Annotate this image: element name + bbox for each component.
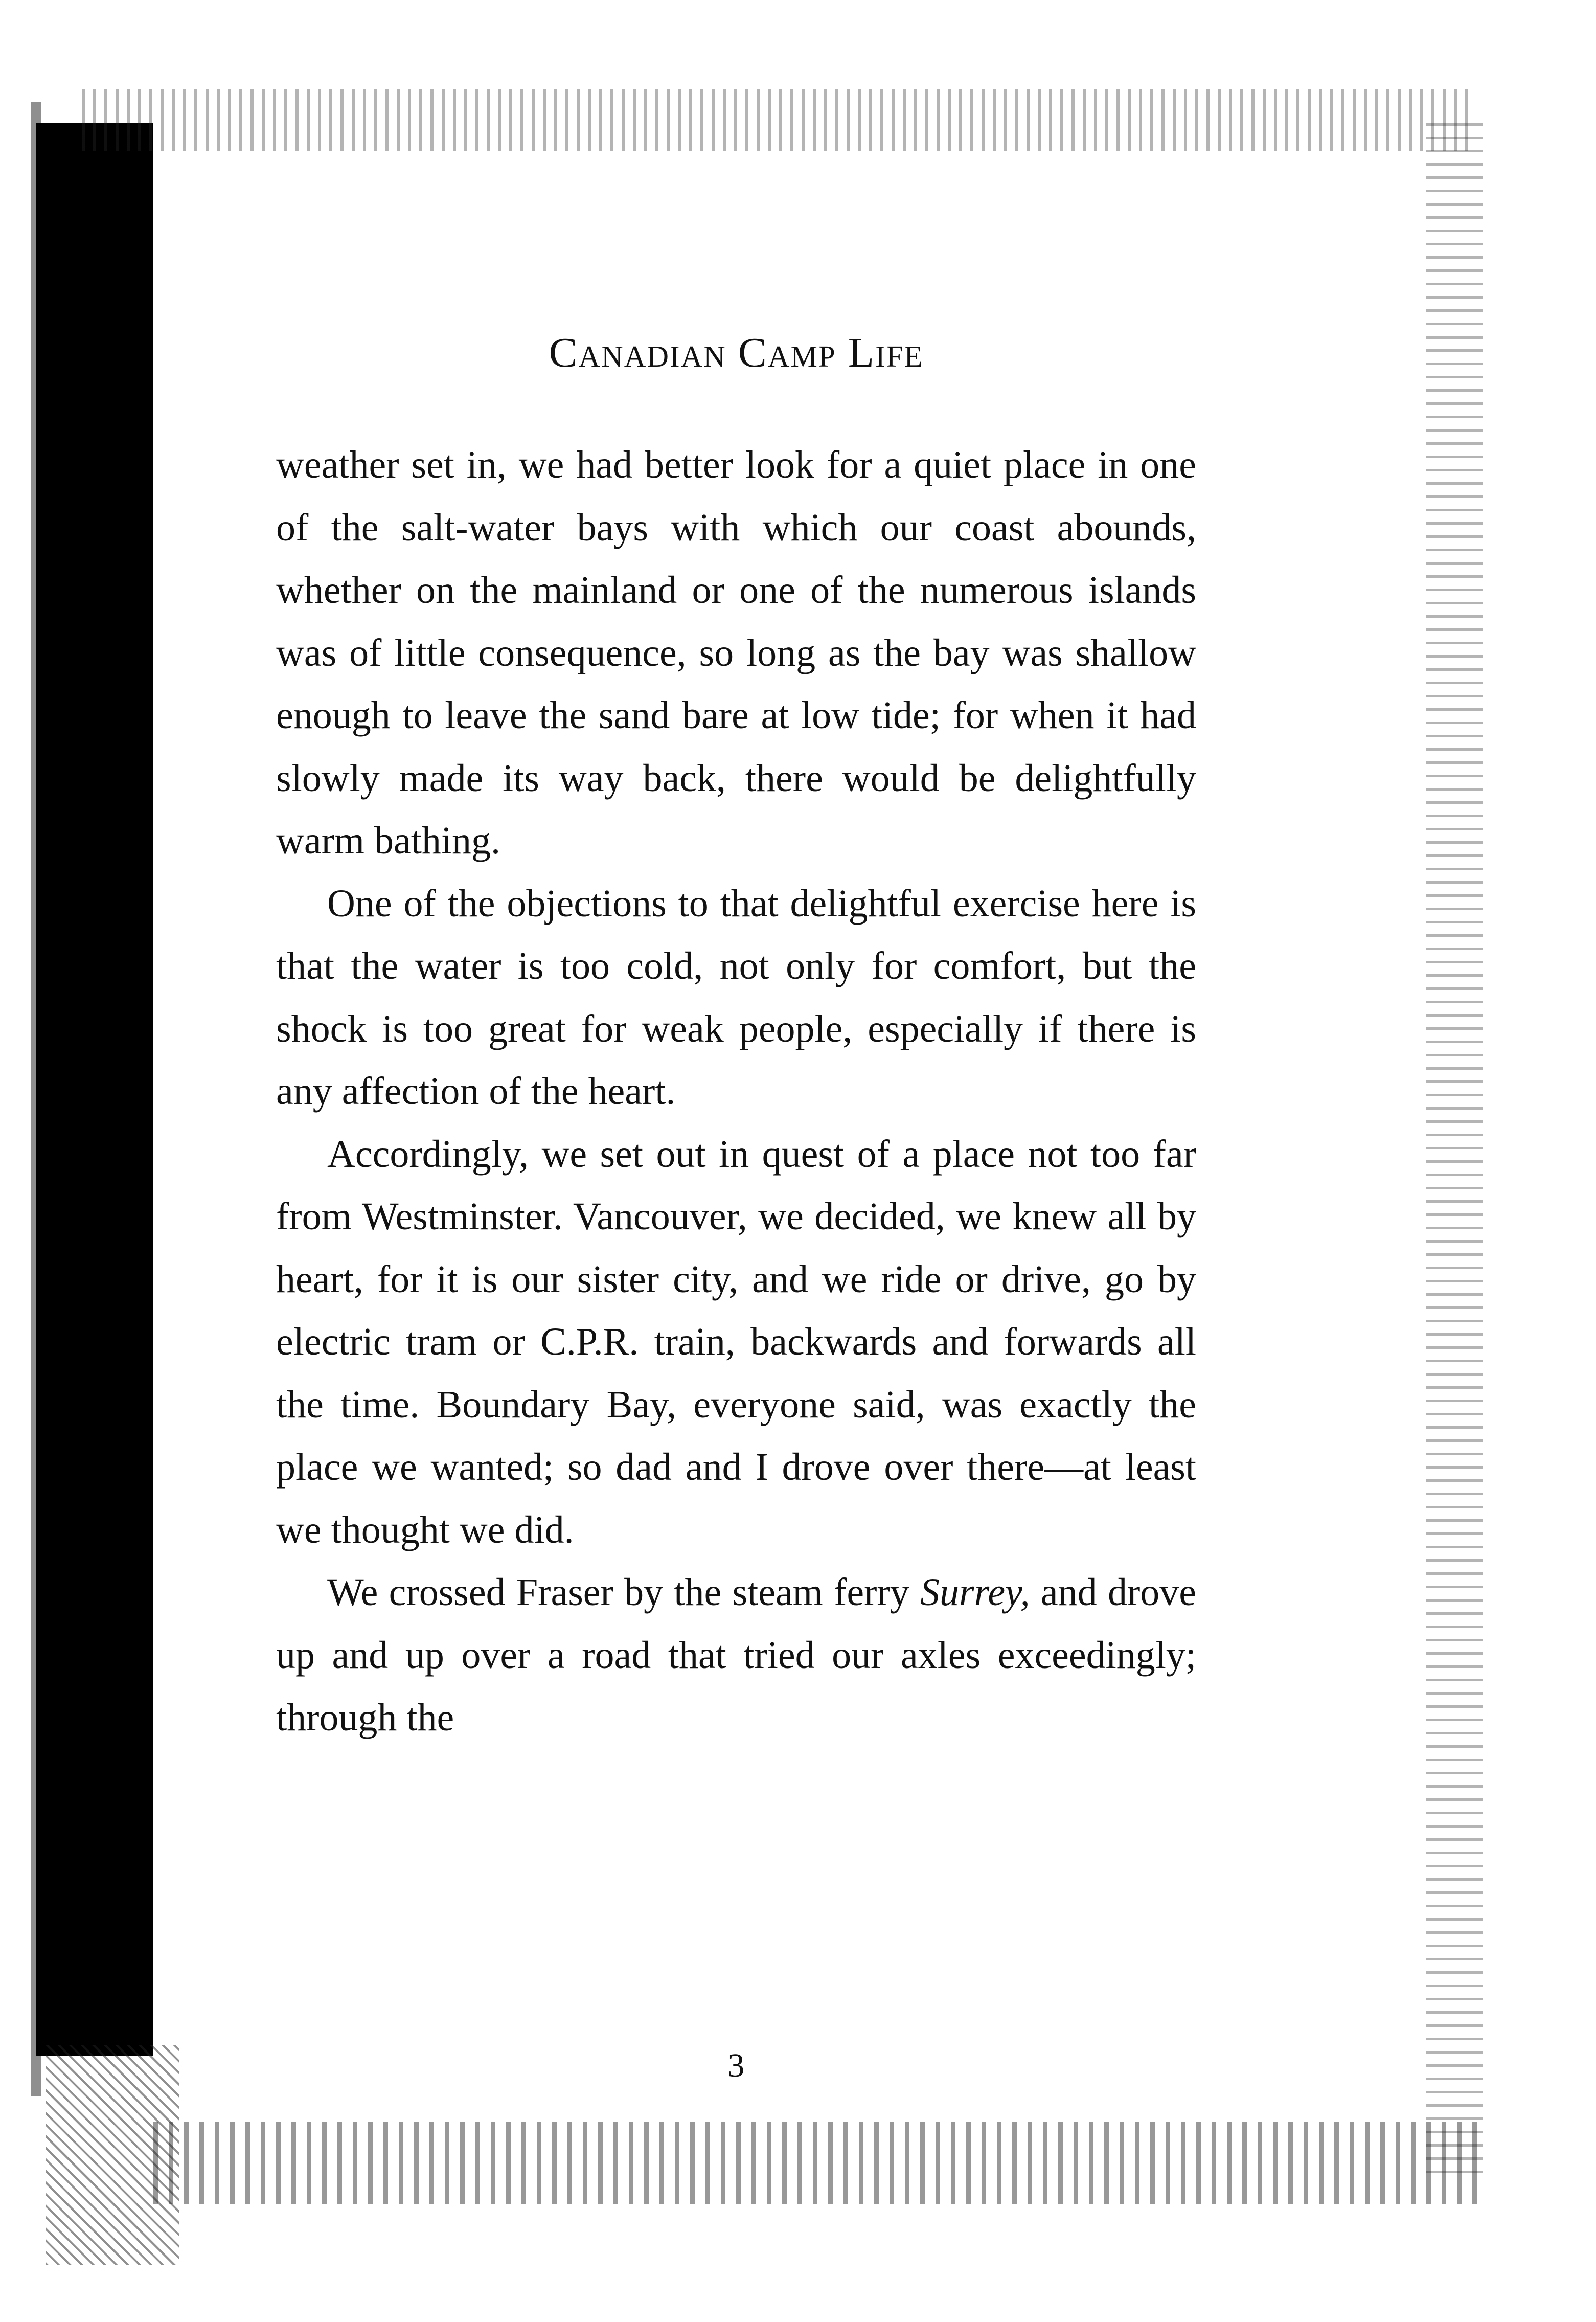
binding-edge bbox=[36, 123, 153, 2056]
page-content bbox=[276, 327, 1196, 1749]
paragraph bbox=[276, 1561, 1196, 1749]
paragraph: Accordingly, we set out in quest of a place not too far from Westminster. Vancouver, we decided, we knew all by heart, for it is our sister city, and we ride or drive, go by electric tram or C.P.R. train, backwards and forwards all the time. Boundary Bay, everyone said, was exactly the place we wanted; so dad and I drove over there—at least we thought we did. bbox=[276, 1132, 1196, 1551]
body-text bbox=[276, 434, 1196, 1749]
scan-noise-bottom-left bbox=[46, 2045, 179, 2265]
page-number: 3 bbox=[727, 2047, 745, 2084]
ship-name: Surrey, bbox=[920, 1571, 1030, 1614]
paragraph-lead: We crossed Fraser by the steam ferry bbox=[327, 1571, 921, 1614]
running-head: Canadian Camp Life bbox=[549, 329, 924, 376]
scan-noise-top bbox=[82, 89, 1472, 151]
paragraph: weather set in, we had better look for a quiet place in one of the salt-water bays with which our coast abounds, whether on the mainland or one of the numerous islands was of little consequence, so long as the bay was shallow enough to leave the sand bare at low tide; for when it had slowly made its way back, there would be delightfully warm bathing. bbox=[276, 443, 1196, 862]
scan-noise-right bbox=[1426, 112, 1483, 2173]
scan-noise-bottom bbox=[153, 2122, 1483, 2204]
paragraph: One of the objections to that delightful exercise here is that the water is too cold, not only for comfort, but the shock is too great for weak people, especially if there is any affection of the heart. bbox=[276, 882, 1196, 1113]
paragraph-rest: and drove up and up over a road that tried our axles exceedingly; through the bbox=[276, 1571, 1196, 1739]
